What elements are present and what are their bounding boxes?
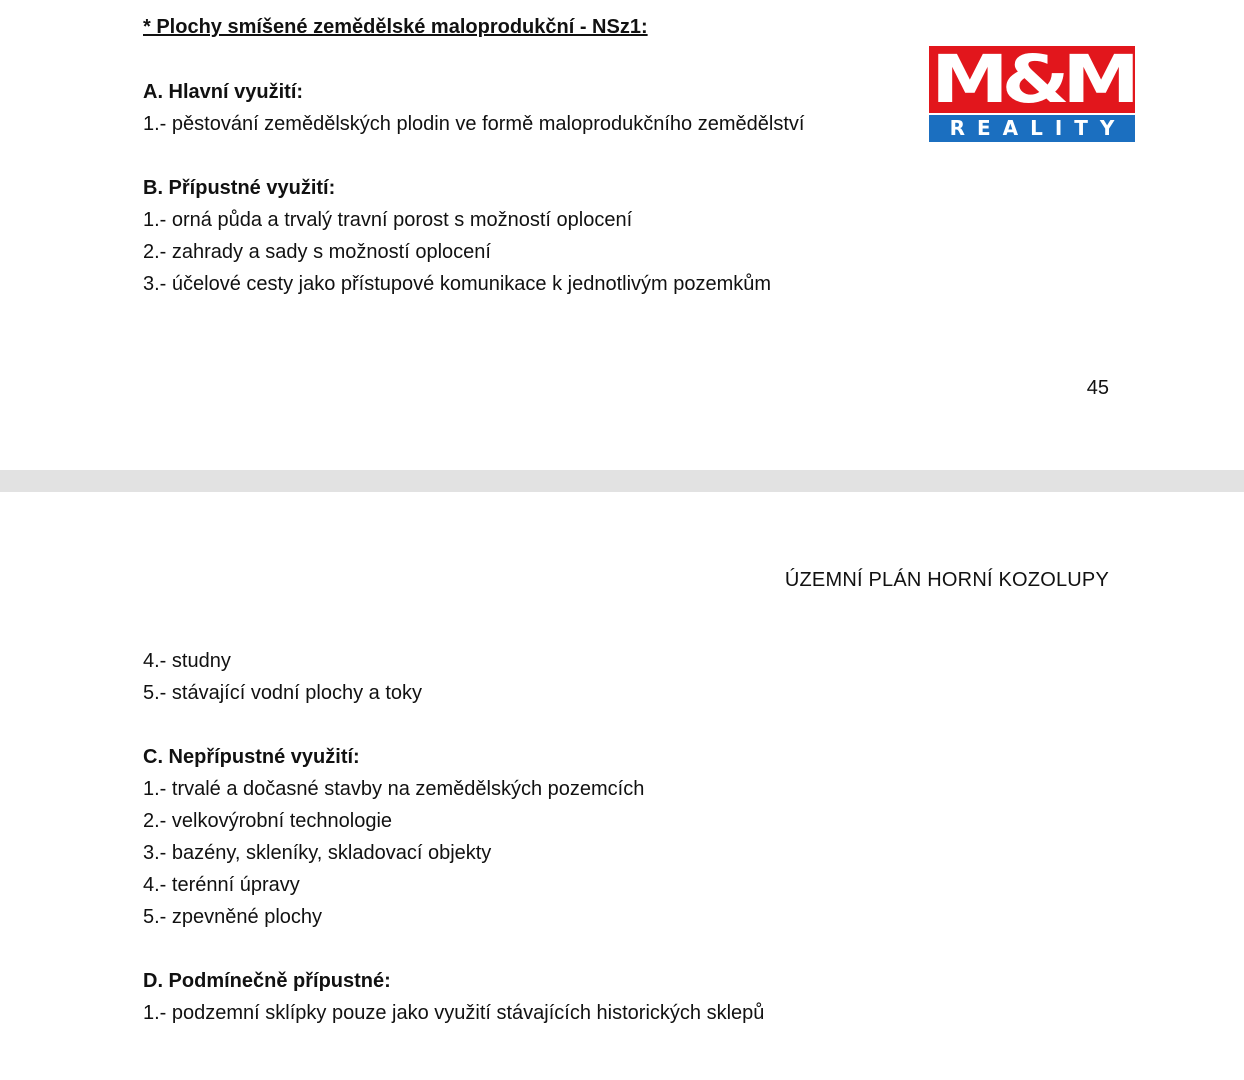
heading-permitted-use: B. Přípustné využití: <box>143 177 336 199</box>
prohibited-use-item: 4.- terénní úpravy <box>143 874 300 896</box>
heading-main-use: A. Hlavní využití: <box>143 81 304 103</box>
page-number: 45 <box>1086 377 1109 399</box>
prohibited-use-item: 3.- bazény, skleníky, skladovací objekty <box>143 842 492 864</box>
heading-conditional-use: D. Podmínečně přípustné: <box>143 970 391 992</box>
logo-main-text: M&M <box>931 46 1133 113</box>
logo-blue-block <box>929 115 1135 142</box>
heading-prohibited-use: C. Nepřípustné využití: <box>143 746 360 768</box>
conditional-use-item: 1.- podzemní sklípky pouze jako využití stávajících historických sklepů <box>143 1002 765 1024</box>
permitted-use-item: 1.- orná půda a trvalý travní porost s možností oplocení <box>143 209 633 231</box>
logo-sub-text: REALITY <box>949 116 1127 140</box>
running-header: ÚZEMNÍ PLÁN HORNÍ KOZOLUPY <box>784 569 1109 591</box>
prohibited-use-item: 2.- velkovýrobní technologie <box>143 810 393 832</box>
permitted-use-item: 3.- účelové cesty jako přístupové komunikace k jednotlivým pozemkům <box>143 273 772 295</box>
permitted-use-item: 2.- zahrady a sady s možností oplocení <box>143 241 491 263</box>
logo-red-block <box>929 46 1135 113</box>
permitted-use-item: 4.- studny <box>143 650 231 672</box>
mm-reality-logo <box>929 46 1135 142</box>
page-separator <box>0 470 1244 493</box>
page-46 <box>0 492 1244 1080</box>
page-45 <box>0 0 1244 470</box>
prohibited-use-item: 1.- trvalé a dočasné stavby na zemědělských pozemcích <box>143 778 645 800</box>
prohibited-use-item: 5.- zpevněné plochy <box>143 906 323 928</box>
permitted-use-item: 5.- stávající vodní plochy a toky <box>143 682 423 704</box>
section-title: * Plochy smíšené zemědělské maloprodukční - NSz1: <box>143 16 648 38</box>
main-use-item: 1.- pěstování zemědělských plodin ve formě maloprodukčního zemědělství <box>143 113 805 135</box>
